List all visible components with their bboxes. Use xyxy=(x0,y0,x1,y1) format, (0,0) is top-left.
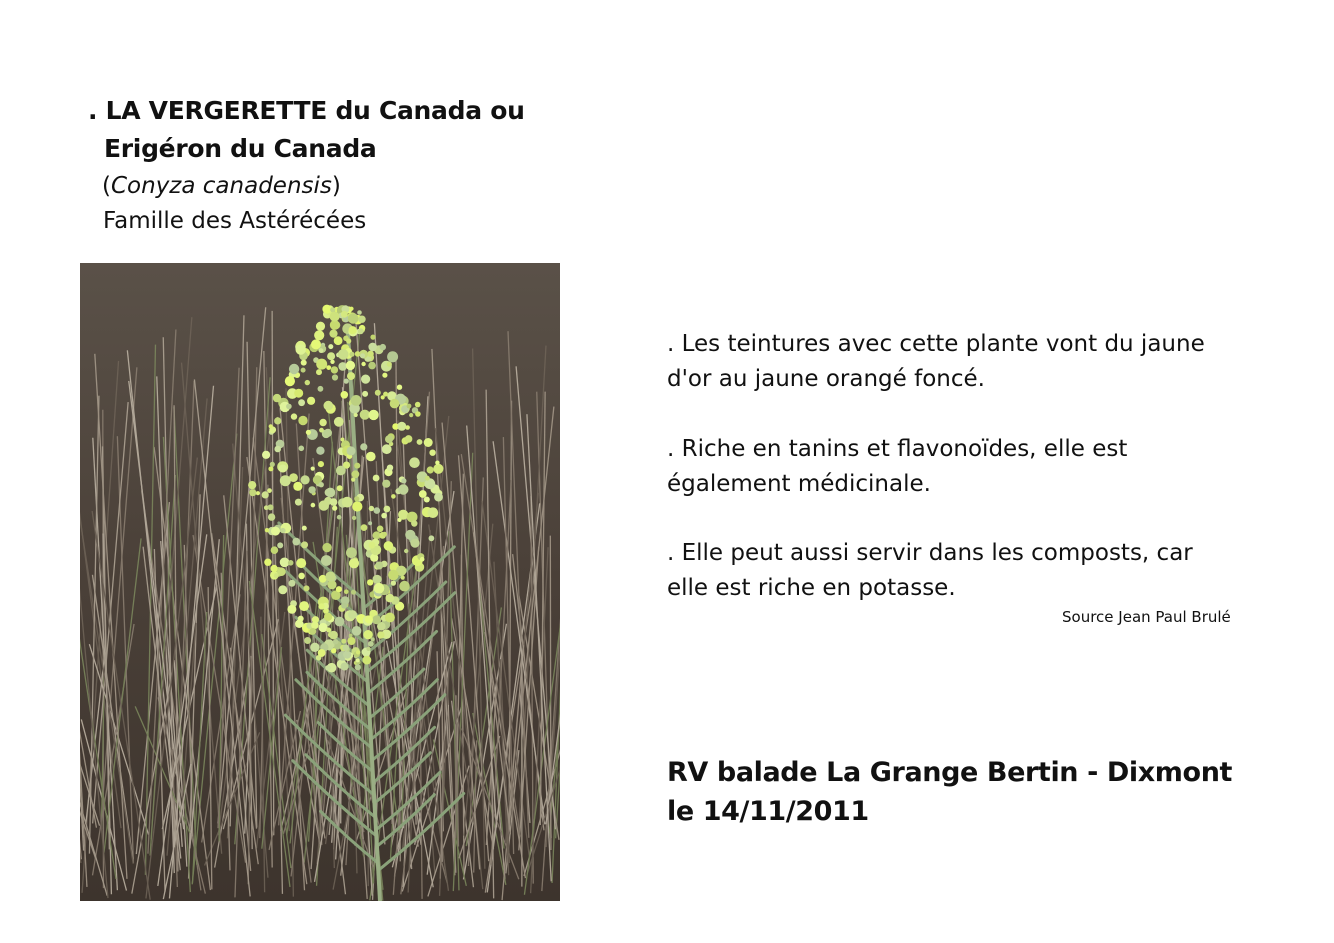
sci-name-italic: Conyza canadensis xyxy=(110,173,332,199)
event-line1: RV balade La Grange Bertin - Dixmont xyxy=(667,757,1233,788)
event-line2: le 14/11/2011 xyxy=(667,796,869,827)
note-dye-line1: . Les teintures avec cette plante vont du jaune xyxy=(667,331,1205,357)
note-dye-line2: d'or au jaune orangé foncé. xyxy=(667,366,985,392)
note-compost xyxy=(667,536,1267,606)
note-compost-line1: . Elle peut aussi servir dans les composts, car xyxy=(667,540,1193,566)
plant-photo xyxy=(80,263,560,901)
plant-family: Famille des Astérécées xyxy=(103,208,367,234)
sci-close-paren: ) xyxy=(331,173,341,199)
scientific-name xyxy=(102,170,341,202)
sci-open-paren: ( xyxy=(102,173,111,199)
note-medicinal-line1: . Riche en tanins et flavonoïdes, elle est xyxy=(667,436,1128,462)
page-title-line1: . LA VERGERETTE du Canada ou xyxy=(88,96,525,125)
page-title-line2: Erigéron du Canada xyxy=(104,134,377,163)
note-compost-line2: elle est riche en potasse. xyxy=(667,575,956,601)
note-medicinal-line2: également médicinale. xyxy=(667,471,931,497)
note-dye xyxy=(667,327,1267,397)
note-medicinal xyxy=(667,432,1267,502)
source-credit: Source Jean Paul Brulé xyxy=(1062,608,1231,626)
